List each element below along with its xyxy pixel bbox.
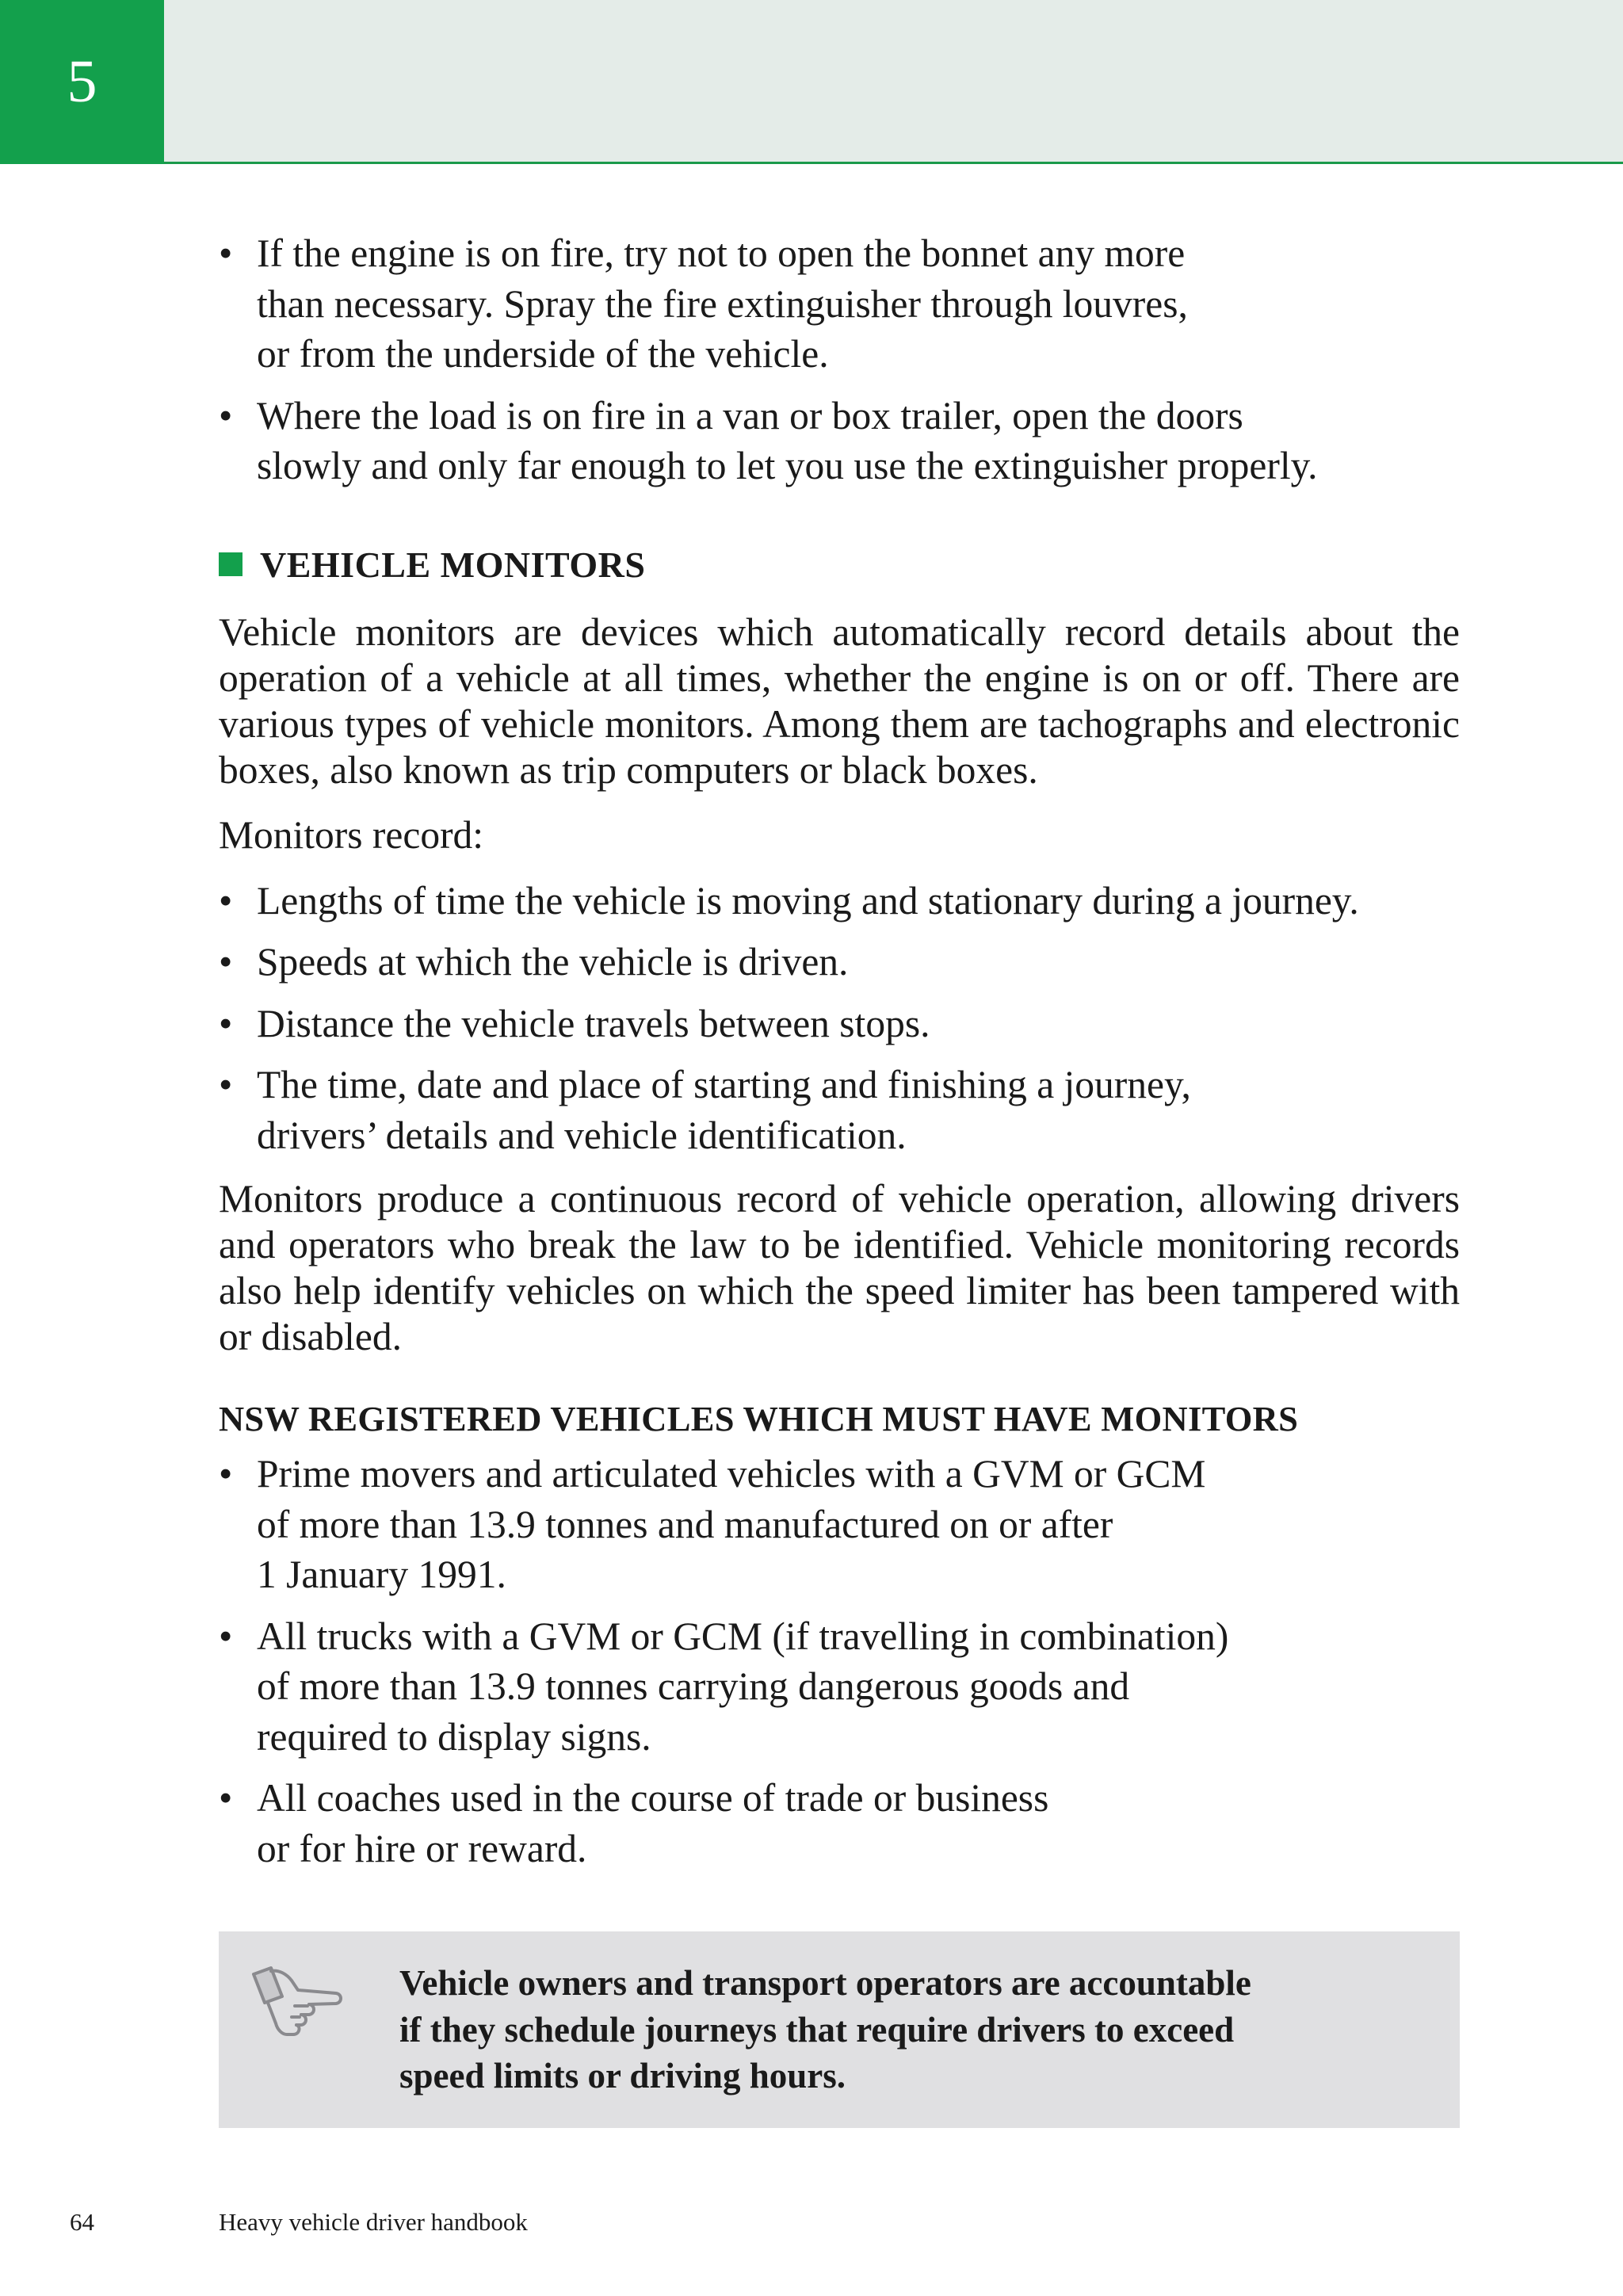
records-label: Monitors record:	[219, 812, 484, 857]
bullet-icon: •	[219, 878, 233, 923]
list-item	[219, 228, 1460, 380]
page-number: 64	[70, 2208, 94, 2236]
list-item-line: 1 January 1991.	[257, 1553, 506, 1596]
pointing-hand-icon	[247, 1960, 350, 2055]
list-item-line: Distance the vehicle travels between stops.	[257, 1001, 930, 1045]
nsw-bullet-list	[219, 1449, 1460, 1874]
list-item-line: slowly and only far enough to let you use the extinguisher properly.	[257, 444, 1318, 487]
bullet-icon: •	[219, 1001, 233, 1045]
intro-bullet-list	[219, 228, 1460, 491]
subsection-heading: NSW REGISTERED VEHICLES WHICH MUST HAVE MONITORS	[219, 1399, 1299, 1438]
list-item	[219, 1611, 1460, 1763]
list-item	[219, 391, 1460, 491]
bullet-icon: •	[219, 1452, 233, 1496]
list-item	[219, 876, 1460, 926]
section-heading	[219, 544, 1460, 586]
section-title: VEHICLE MONITORS	[260, 544, 646, 585]
bullet-icon: •	[219, 940, 233, 984]
list-item-line: All coaches used in the course of trade or business	[257, 1776, 1049, 1820]
chapter-tab	[0, 0, 164, 164]
list-item	[219, 1449, 1460, 1600]
list-item-line: Where the load is on fire in a van or box trailer, open the doors	[257, 393, 1243, 437]
list-item-line: of more than 13.9 tonnes and manufactured on or after	[257, 1502, 1113, 1546]
list-item-line: If the engine is on fire, try not to open the bonnet any more	[257, 231, 1186, 275]
bullet-icon: •	[219, 1776, 233, 1820]
note-line: speed limits or driving hours.	[399, 2056, 846, 2095]
intro-paragraph: Vehicle monitors are devices which automatically record details about the operation of a vehicle at all times, whether the engine is on or off. There are various types of vehicle monitors. Among them are tachographs and electronic boxes, also known as trip computers or black boxes.	[219, 609, 1460, 792]
list-item-line: Speeds at which the vehicle is driven.	[257, 940, 849, 984]
list-item-line: Prime movers and articulated vehicles with a GVM or GCM	[257, 1452, 1206, 1496]
chapter-number: 5	[67, 48, 97, 115]
note-text	[399, 1960, 1430, 2099]
bullet-icon: •	[219, 231, 233, 275]
page-content	[219, 228, 1460, 1874]
header-band	[0, 0, 1623, 164]
list-item-line: or for hire or reward.	[257, 1826, 587, 1870]
note-line: if they schedule journeys that require drivers to exceed	[399, 2009, 1235, 2050]
list-item-line: required to display signs.	[257, 1714, 651, 1759]
note-box	[219, 1931, 1460, 2128]
list-item	[219, 1060, 1460, 1160]
records-bullet-list	[219, 876, 1460, 1161]
list-item-line: or from the underside of the vehicle.	[257, 332, 829, 376]
list-item-line: Lengths of time the vehicle is moving and stationary during a journey.	[257, 878, 1359, 923]
closing-paragraph: Monitors produce a continuous record of vehicle operation, allowing drivers and operators who break the law to be identified. Vehicle monitoring records also help identify vehicles on which the speed limiter has been tampered with or disabled.	[219, 1177, 1460, 1358]
list-item	[219, 1773, 1460, 1874]
list-item-line: of more than 13.9 tonnes carrying dangerous goods and	[257, 1664, 1130, 1708]
list-item-line: than necessary. Spray the fire extinguisher through louvres,	[257, 281, 1188, 326]
square-bullet-icon	[219, 552, 242, 576]
bullet-icon: •	[219, 393, 233, 437]
note-line: Vehicle owners and transport operators are accountable	[399, 1963, 1251, 2003]
footer-book-title: Heavy vehicle driver handbook	[219, 2208, 528, 2236]
list-item-line: All trucks with a GVM or GCM (if travelling in combination)	[257, 1614, 1229, 1658]
list-item-line: The time, date and place of starting and finishing a journey,	[257, 1063, 1191, 1106]
bullet-icon: •	[219, 1614, 233, 1658]
list-item	[219, 937, 1460, 988]
list-item	[219, 999, 1460, 1049]
list-item-line: drivers’ details and vehicle identification.	[257, 1113, 907, 1157]
bullet-icon: •	[219, 1063, 233, 1106]
